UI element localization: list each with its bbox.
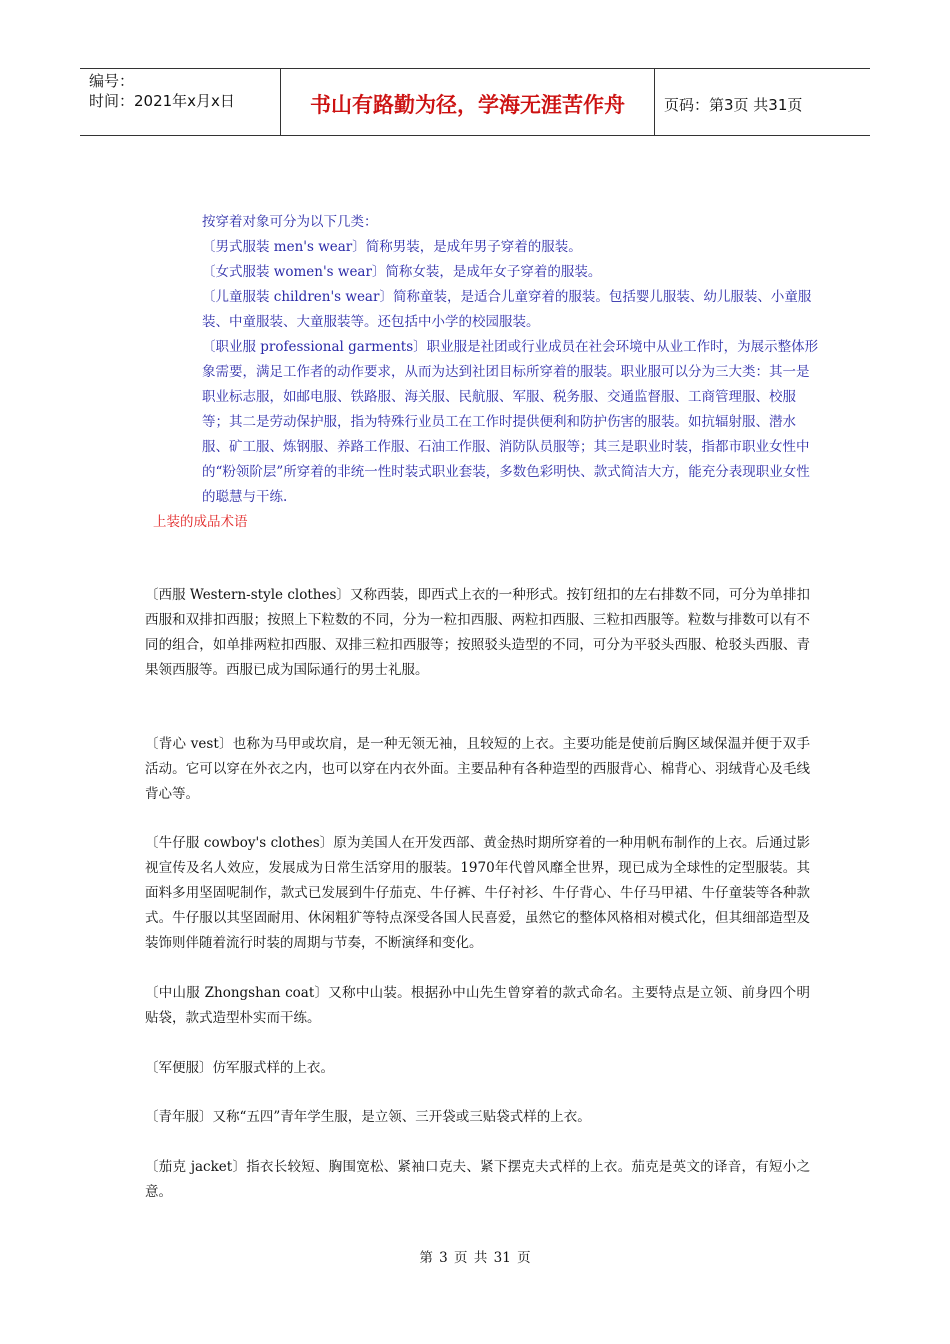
page-header [80,68,870,136]
entry-jacket [145,1155,810,1205]
entry-military [145,1056,810,1081]
intro-line: 〔男式服装 men's wear〕简称男装，是成年男子穿着的服装。 [202,239,582,255]
intro-line: 〔职业服 professional garments〕职业服是社团或行业成员在社会环境中从业工作时，为展示整体形象需要，满足工作者的动作要求，从而为达到社团目标所穿着的服装。职业服可以分为三大类：其一是职业标志服，如邮电服、铁路服、海关服、民航服、军服、税务服、交通监督服、工商管理服、校服等；其二是劳动保护服，指为特殊行业员工在工作时提供便利和防护伤害的服装。如抗辐射服、潜水服、矿工服、炼钢服、养路工作服、石油工作服、消防队员服等；其三是职业时装，指都市职业女性中的“粉领阶层”所穿着的非统一性时装式职业套装，多数色彩明快、款式简洁大方，能充分表现职业女性的聪慧与干练. [202,339,819,505]
entry-paragraph: 〔西服 Western-style clothes〕又称西装，即西式上衣的一种形式。按钉纽扣的左右排数不同，可分为单排扣西服和双排扣西服；按照上下粒数的不同，分为一粒扣西服、两粒扣西服、三粒扣西服等。粒数与排数可以有不同的组合，如单排两粒扣西服、双排三粒扣西服等；按照驳头造型的不同，可分为平驳头西服、枪驳头西服、青果领西服等。西服已成为国际通行的男士礼服。 [145,587,810,678]
header-page-info: 页码：第3页 共31页 [664,95,803,114]
entry-cowboy [145,831,810,956]
intro-line: 按穿着对象可分为以下几类： [202,214,378,230]
time-label: 时间：2021年x月x日 [89,92,235,110]
entry-paragraph: 〔茄克 jacket〕指衣长较短、胸围宽松、紧袖口克夫、紧下摆克夫式样的上衣。茄克是英文的译音，有短小之意。 [145,1159,810,1200]
intro-line: 〔女式服装 women's wear〕简称女装，是成年女子穿着的服装。 [202,264,602,280]
entry-paragraph: 〔牛仔服 cowboy's clothes〕原为美国人在开发西部、黄金热时期所穿着的一种用帆布制作的上衣。后通过影视宣传及名人效应，发展成为日常生活穿用的服装。1970年代曾风靡全世界，现已成为全球性的定型服装。其面料多用坚固呢制作，款式已发展到牛仔茄克、牛仔裤、牛仔衬衫、牛仔背心、牛仔马甲裙、牛仔童装等各种款式。牛仔服以其坚固耐用、休闲粗犷等特点深受各国人民喜爱，虽然它的整体风格相对模式化，但其细部造型及装饰则伴随着流行时装的周期与节奏，不断演绎和变化。 [145,835,810,951]
page-footer: 第 3 页 共 31 页 [419,1250,531,1266]
entry-youth [145,1105,810,1130]
entry-paragraph: 〔青年服〕又称“五四”青年学生服，是立领、三开袋或三贴袋式样的上衣。 [145,1109,591,1125]
header-meta [80,69,281,135]
intro-section [202,210,820,510]
entry-western-suit [145,583,810,683]
entry-paragraph: 〔中山服 Zhongshan coat〕又称中山装。根据孙中山先生曾穿着的款式命名。主要特点是立领、前身四个明贴袋，款式造型朴实而干练。 [145,985,810,1026]
number-label: 编号： [89,72,135,90]
entry-zhongshan [145,981,810,1031]
entry-vest [145,732,810,807]
header-motto: 书山有路勤为径，学海无涯苦作舟 [281,69,655,135]
intro-line: 〔儿童服装 children's wear〕简称童装，是适合儿童穿着的服装。包括婴儿服装、幼儿服装、小童服装、中童服装、大童服装等。还包括中小学的校园服装。 [202,289,812,330]
entry-paragraph: 〔军便服〕仿军服式样的上衣。 [145,1060,334,1076]
entry-paragraph: 〔背心 vest〕也称为马甲或坎肩，是一种无领无袖，且较短的上衣。主要功能是使前后胸区域保温并便于双手活动。它可以穿在外衣之内，也可以穿在内衣外面。主要品种有各种造型的西服背心、棉背心、羽绒背心及毛线背心等。 [145,736,810,802]
section-title: 上装的成品术语 [153,514,248,530]
